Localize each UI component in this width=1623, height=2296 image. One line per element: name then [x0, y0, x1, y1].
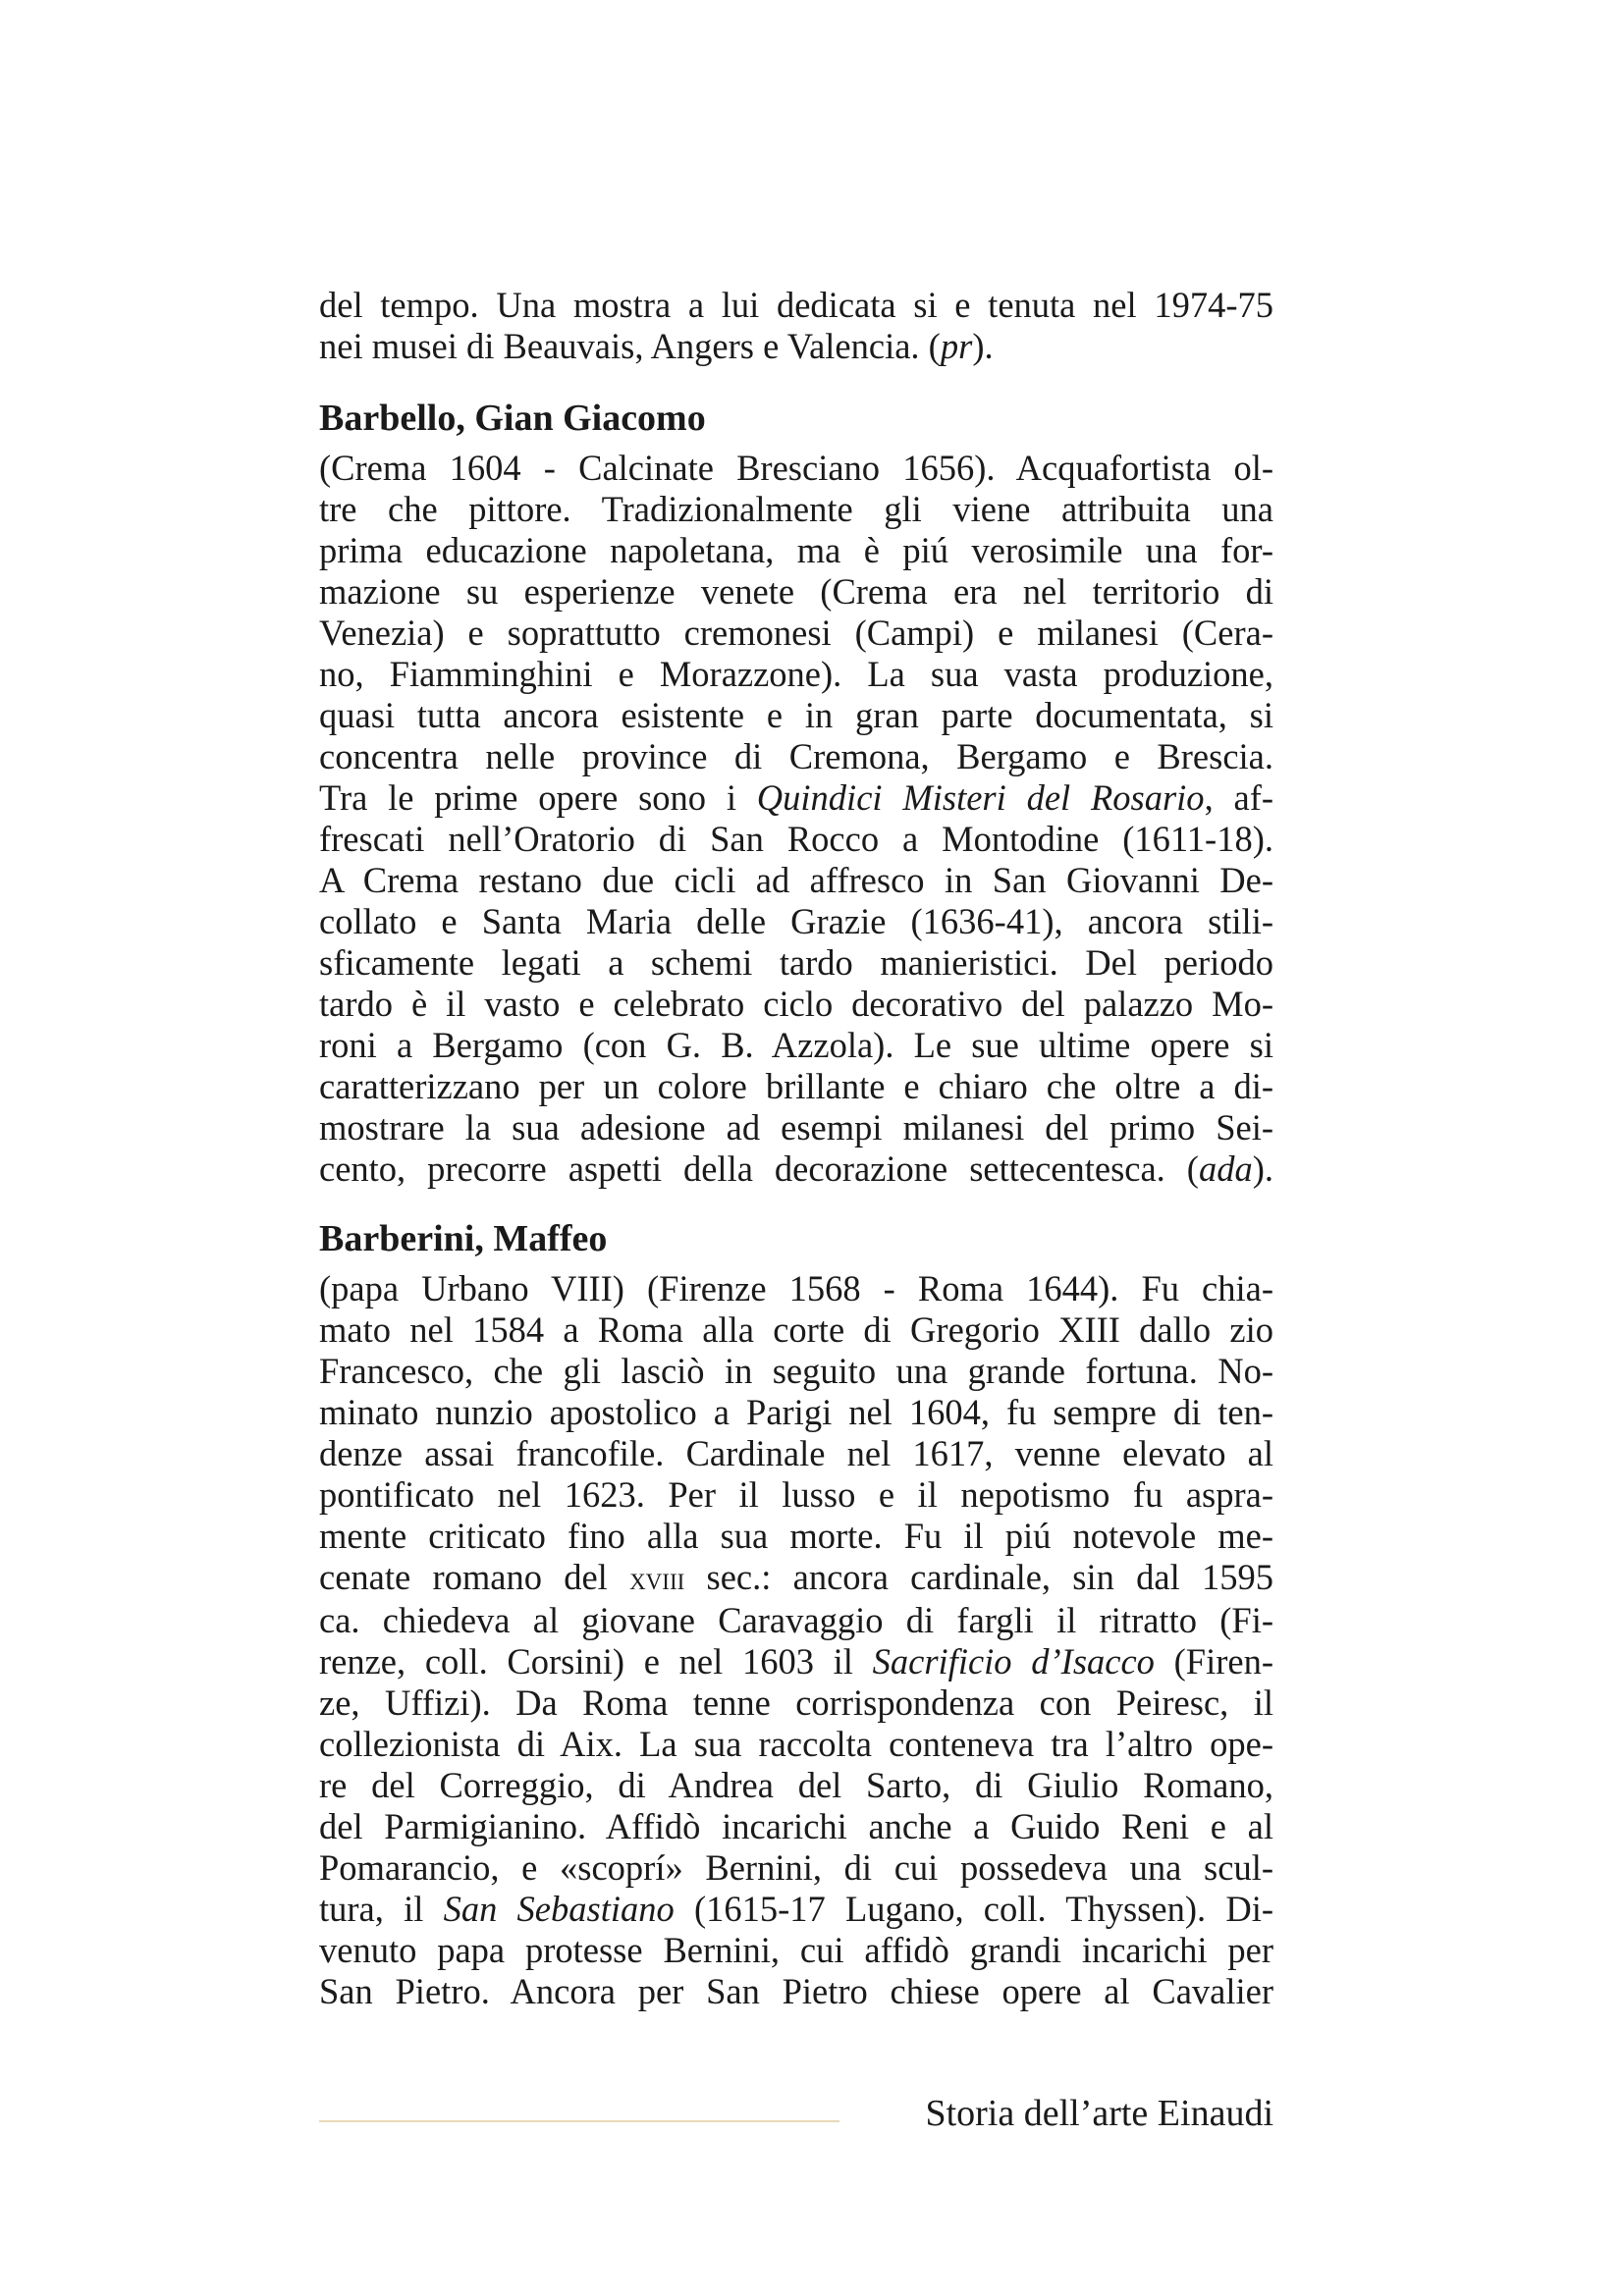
artwork-title: Quindici Misteri del Rosario [756, 777, 1205, 818]
text-line: ca. chiedeva al giovane Caravaggio di fargli il ritratto (Fi- [319, 1600, 1273, 1640]
text-line: tardo è il vasto e celebrato ciclo decorativo del palazzo Mo- [319, 984, 1273, 1024]
text-line: del tempo. Una mostra a lui dedicata si e tenuta nel 1974-75 [319, 285, 1273, 325]
text-line: Venezia) e soprattutto cremonesi (Campi) e milanesi (Cera- [319, 613, 1273, 653]
artwork-title: San Sebastiano [443, 1889, 675, 1929]
text-line: collato e Santa Maria delle Grazie (1636-41), ancora stili- [319, 901, 1273, 941]
entry-text-barberini [319, 1268, 1273, 2012]
text-line: mostrare la sua adesione ad esempi milanesi del primo Sei- [319, 1107, 1273, 1148]
text-line: tre che pittore. Tradizionalmente gli viene attribuita una [319, 489, 1273, 529]
entry-text-barbello [319, 448, 1273, 1190]
text-line: frescati nell’Oratorio di San Rocco a Montodine (1611-18). [319, 819, 1273, 859]
text-line: renze, coll. Corsini) e nel 1603 il Sacrificio d’Isacco (Firen- [319, 1641, 1273, 1682]
text-line: Tra le prime opere sono i Quindici Misteri del Rosario, af- [319, 777, 1273, 818]
text-line: concentra nelle province di Cremona, Bergamo e Brescia. [319, 736, 1273, 776]
text-line: no, Fiamminghini e Morazzone). La sua vasta produzione, [319, 654, 1273, 694]
text-line: mente criticato fino alla sua morte. Fu il piú notevole me- [319, 1516, 1273, 1556]
intro-paragraph [319, 285, 1273, 367]
text-line: mazione su esperienze venete (Crema era nel territorio di [319, 571, 1273, 612]
footer-title: Storia dell’arte Einaudi [925, 2093, 1273, 2134]
author-initials: pr [940, 326, 973, 366]
text-line: quasi tutta ancora esistente e in gran parte documentata, si [319, 695, 1273, 735]
text-line: tura, il San Sebastiano (1615-17 Lugano, coll. Thyssen). Di- [319, 1889, 1274, 1929]
text-line: pontificato nel 1623. Per il lusso e il nepotismo fu aspra- [319, 1474, 1273, 1515]
text-line: cenate romano del xviii sec.: ancora cardinale, sin dal 1595 [319, 1557, 1273, 1597]
text-line: Francesco, che gli lasciò in seguito una grande fortuna. No- [319, 1351, 1273, 1391]
text-line: cento, precorre aspetti della decorazione settecentesca. (ada). [319, 1148, 1273, 1189]
text-line: del Parmigianino. Affidò incarichi anche a Guido Reni e al [319, 1806, 1273, 1846]
century-numeral: xviii [629, 1562, 685, 1597]
text-line: re del Correggio, di Andrea del Sarto, di Giulio Romano, [319, 1765, 1273, 1805]
author-initials: ada [1198, 1148, 1253, 1189]
text-line: San Pietro. Ancora per San Pietro chiese opere al Cavalier [319, 1971, 1273, 2011]
footer-rule [319, 2120, 839, 2122]
text-line: (papa Urbano VIII) (Firenze 1568 - Roma 1644). Fu chia- [319, 1268, 1273, 1308]
text-line: denze assai francofile. Cardinale nel 1617, venne elevato al [319, 1433, 1273, 1473]
text-line: sficamente legati a schemi tardo manieristici. Del periodo [319, 942, 1273, 983]
text-line: venuto papa protesse Bernini, cui affidò grandi incarichi per [319, 1930, 1273, 1970]
text-line: Pomarancio, e «scoprí» Bernini, di cui possedeva una scul- [319, 1847, 1273, 1888]
text-line: mato nel 1584 a Roma alla corte di Gregorio XIII dallo zio [319, 1309, 1273, 1350]
text-line: minato nunzio apostolico a Parigi nel 1604, fu sempre di ten- [319, 1392, 1273, 1432]
text-line: nei musei di Beauvais, Angers e Valencia. (pr). [319, 326, 994, 366]
text-line: prima educazione napoletana, ma è piú verosimile una for- [319, 530, 1273, 570]
text-line: caratterizzano per un colore brillante e chiaro che oltre a di- [319, 1066, 1273, 1106]
entry-title-barbello: Barbello, Gian Giacomo [319, 398, 706, 439]
entry-title-barberini: Barberini, Maffeo [319, 1218, 608, 1259]
text-line: ze, Uffizi). Da Roma tenne corrispondenza con Peiresc, il [319, 1682, 1273, 1723]
text-line: (Crema 1604 - Calcinate Bresciano 1656). Acquafortista ol- [319, 448, 1273, 488]
text-line: A Crema restano due cicli ad affresco in San Giovanni De- [319, 860, 1273, 900]
artwork-title: Sacrificio d’Isacco [872, 1641, 1155, 1682]
page-body [319, 285, 1273, 2012]
text-line: roni a Bergamo (con G. B. Azzola). Le sue ultime opere si [319, 1025, 1273, 1065]
page-footer [319, 2089, 1273, 2148]
text-line: collezionista di Aix. La sua raccolta conteneva tra l’altro ope- [319, 1724, 1273, 1764]
